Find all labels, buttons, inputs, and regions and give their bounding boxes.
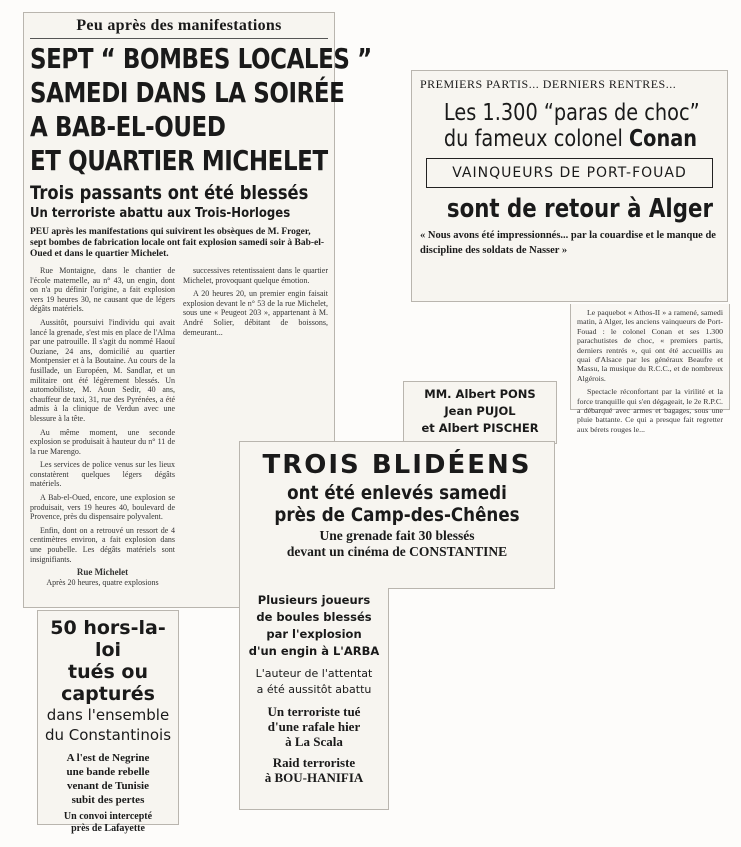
headline-line-4: ET QUARTIER MICHELET: [30, 144, 328, 177]
subheadline-2: une bande rebelle: [66, 766, 150, 778]
headline-line-9: à BOU-HANIFIA: [264, 770, 364, 785]
headline-line-2-text: du fameux colonel: [443, 126, 630, 152]
paragraph: successives retentissaient dans le quartier Michelet, provoquant quelque émotion.: [183, 266, 328, 285]
headline-line-3: dans l'ensemble: [46, 706, 170, 724]
subheadline: Trois passants ont été blessés: [30, 182, 309, 204]
subheadline-1: L'auteur de l'attentat: [255, 667, 373, 680]
headline-line-1: Plusieurs joueurs: [257, 593, 371, 607]
article-kicker: Peu après des manifestations: [76, 17, 282, 34]
name-line-2: Jean PUJOL: [444, 404, 516, 418]
subheadline-2: a été aussitôt abattu: [256, 683, 372, 696]
name-line-1: MM. Albert PONS: [424, 387, 536, 401]
headline-line-2: ont été enlevés samedi: [287, 482, 507, 504]
subheadline-1: A l'est de Negrine: [66, 752, 150, 764]
headline-line-5: Un terroriste tué: [267, 704, 361, 719]
headline-line-1: Les 1.300 “paras de choc”: [443, 100, 700, 126]
article-trois-blideens: [239, 441, 555, 589]
subheadline-2: Un terroriste abattu aux Trois-Horloges: [30, 206, 291, 221]
subheadline-2: devant un cinéma de CONSTANTINE: [286, 544, 508, 559]
subheadline-1: Une grenade fait 30 blessés: [319, 528, 475, 543]
paragraph: A 20 heures 20, un premier engin faisait explosion devant le n° 53 de la rue Michelet, sous une « Peugeot 203 », appartenant à M. André Solier, débitant de boissons, demeurant...: [183, 289, 328, 337]
headline-line-7: à La Scala: [285, 734, 343, 749]
article-constantinois: [37, 610, 179, 834]
article-paras-body: [570, 304, 730, 434]
headline-line-3: sont de retour à Alger: [446, 194, 713, 224]
paragraph: Enfin, dont on a retrouvé un ressort de 4 centimètres environ, a fait explosion dans une poubelle. Les dégâts matériels sont insignifiants.: [30, 525, 175, 564]
headline-line-4: d'un engin à L'ARBA: [248, 644, 380, 658]
article-lead: PEU après les manifestations qui suivirent les obsèques de M. Froger, sept bombes de fabrication locale ont fait explosion samedi soir à Bab-el-Oued et dans le quartier Michelet.: [30, 227, 325, 259]
headline-line-4: du Constantinois: [44, 726, 172, 744]
headline-name-conan: Conan: [629, 126, 698, 152]
headline-line-2: SAMEDI DANS LA SOIRÉE: [30, 76, 345, 109]
article-column-1: [30, 266, 175, 587]
headline-line-8: Raid terroriste: [272, 755, 356, 770]
divider: [30, 38, 328, 39]
headline-line-3: A BAB-EL-OUED: [30, 110, 226, 143]
paragraph: Aussitôt, poursuivi l'individu qui avait lancé la grenade, s'est mis en place de l'Alma par une patrouille. Il s'agit du nommé Haouï Ouziane, 24 ans, domicilié au quartier Montpensier et à la Boutaine. Au cours de la fusillade, un Européen, M. Sandlar, et un militaire ont été légèrement blessés. Un automobiliste, M. Aoun Sedir, 40 ans, chauffeur de taxi, 31, rue des Pyrénées, a été admis à la clinique de Verdun avec une blessure à la tête.: [30, 317, 175, 423]
section-subtitle: Après 20 heures, quatre explosions: [46, 577, 159, 587]
name-line-3: et Albert PISCHER: [421, 421, 539, 435]
subheadline-6: près de Lafayette: [71, 823, 145, 834]
subheadline-3: venant de Tunisie: [67, 780, 149, 792]
paragraph: Les services de police venus sur les lieux constatèrent quelques légers dégâts matériels.: [30, 460, 175, 489]
paragraph: Le paquebot « Athos-II » a ramené, samedi matin, à Alger, les anciens vainqueurs de Port-Fouad : le colonel Conan et ses 1.300 parachutistes de choc, « premiers partis, derniers rentrés », qui ont été accueillis au quai d'Alsace par les généraux Beaufre et Massu, la musique du R.C.C., et de nombreux Algérois.: [577, 308, 723, 383]
paragraph: Spectacle réconfortant par la virilité et la force tranquille qui s'en dégageait, le 2e R.P.C. a débarqué avec armes et bagages, sous une pluie battante. Ce qui a presque fait regretter aux bérets rouges le...: [577, 387, 723, 434]
headline-line-1: TROIS BLIDÉENS: [262, 450, 532, 480]
section-title: Rue Michelet: [76, 567, 129, 578]
headline-line-1: SEPT “ BOMBES LOCALES ”: [30, 42, 372, 75]
article-column: [577, 308, 723, 434]
headline-line-2: de boules blessés: [256, 610, 372, 624]
headline-line-3: par l'explosion: [266, 627, 362, 641]
boxed-headline: VAINQUEURS DE PORT-FOUAD: [426, 158, 713, 188]
article-kicker: PREMIERS PARTIS... DERNIERS RENTRES...: [420, 77, 677, 91]
headline-line-2: [443, 126, 698, 152]
headline-line-6: d'une rafale hier: [267, 719, 361, 734]
subheadline-5: Un convoi intercepté: [63, 811, 153, 822]
headline-line-3: près de Camp-des-Chênes: [274, 504, 520, 526]
article-quote: « Nous avons été impressionnés... par la couardise et le manque de discipline des soldats de Nasser »: [420, 230, 716, 256]
article-larba: [239, 588, 389, 810]
headline-line-1: 50 hors-la-loi: [50, 617, 166, 661]
article-paras-de-choc: [411, 70, 728, 302]
subheadline-4: subit des pertes: [71, 794, 145, 806]
paragraph: A Bab-el-Oued, encore, une explosion se produisait, vers 19 heures 40, boulevard de Provence, près du dispensaire polyvalent.: [30, 493, 175, 522]
paragraph: Au même moment, une seconde explosion se produisait à hauteur du n° 11 de la rue Marengo.: [30, 427, 175, 456]
paragraph: Rue Montaigne, dans le chantier de l'école maternelle, au n° 43, un engin, dont on n'a pu définir l'origine, a fait explosion vers 19 heures 30, ne causant que de légers dégâts matériels.: [30, 266, 175, 314]
headline-line-2: tués ou capturés: [61, 661, 155, 705]
article-names-kicker: [403, 381, 557, 444]
